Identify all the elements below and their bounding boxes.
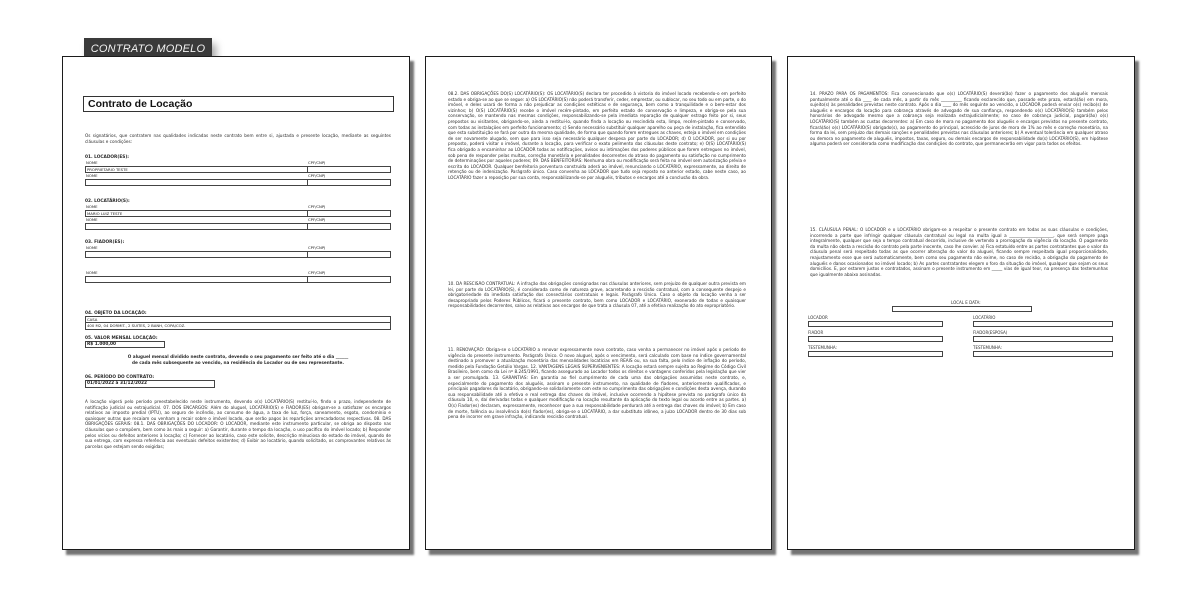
fiador-sig-label: FIADOR	[808, 330, 824, 335]
contract-page-1	[62, 56, 410, 550]
locatario-cpf-field-2[interactable]	[307, 223, 391, 230]
objeto-desc-field[interactable]: 400 M2, 04 DORMIT., 2 SUITES, 2 BANH, COPA/COZ.	[85, 323, 391, 330]
local-data-field[interactable]	[892, 306, 1032, 312]
page1-body-text: A locação vigerá pelo período preestabelecido neste instrumento, devendo o(s) LOCATÁRIO(S) restituí-lo, findo o prazo, independente de notificação judicial ou extrajudicial. 07. DOS ENCARGOS: Além do aluguel, LOCATÁRIO(S) e FIADOR(ES) obrigam-se a satisfazer os encargos relativos ao imposto predial (IPTU), ao seguro de incêndio, ao consumo de água, a taxa de luz, força, saneamento, esgoto, condomínio e quaisquer outras que recaiam ou venham a recair sobre o imóvel locado, que serão pagos às repartições arrecadadoras respectivas. 08. DAS OBRIGAÇÕES GERAIS: 08.1. DAS OBRIGAÇÕES DO LOCADOR: O LOCADOR, mediante este instrumento particular, se obriga ao disposto nas cláusulas que o compõem, bem como às mais a seguir: a) Garantir, durante o tempo da locação, o uso pacífico do imóvel locado; b) Responder pelos vícios ou defeitos anteriores à locação; c) Fornecer ao locatário, caso este solicite, descrição minuciosa do estado do imóvel, quando de sua entrega, com expressa referência aos eventuais defeitos existentes; d) Exibir ao locatário, quando solicitado, os comprovantes relativos às parcelas que estejam sendo exigidas;	[85, 399, 391, 449]
objeto-label: 04. OBJETO DA LOCAÇÃO:	[85, 311, 147, 316]
locador-cpf-field[interactable]	[307, 166, 391, 173]
valor-label: 05. VALOR MENSAL LOCAÇÃO:	[85, 336, 158, 341]
locatario-nome-label-2: NOME	[86, 217, 98, 222]
rescisao-text: 10. DA RESCISÃO CONTRATUAL: A infração das obrigações consignadas nas cláusulas anteriores, sem prejuízo de qualquer outra prevista em lei, por parte do LOCATÁRIO(S), é considerada como de natureza grave, acarretando a rescisão contratual, com a consequente despejo e obrigatoriedade da imediata satisfação dos consectários contratuais e legais. Parágrafo Único. Caso o objeto da locação venha a ser desapropriado pelos Poderes Públicos, ficará o presente contrato, bem como LOCADOR e LOCATÁRIO, exonerado de todas e quaisquer responsabilidades decorrentes, salvo as relativas aos encargos de que trata a cláusula 07, até a efetiva realização do ato expropriatório.	[448, 281, 746, 309]
fiador-spacer-2	[307, 258, 391, 270]
contract-banner: CONTRATO MODELO	[84, 38, 212, 60]
locador-nome-label: NOME	[86, 160, 98, 165]
locador-sig-label: LOCADOR	[808, 315, 828, 320]
fiador-esposa-sig-label: FIADOR(ESPOSA)	[973, 330, 1008, 335]
locatario-cpf-field[interactable]	[307, 210, 391, 217]
locador-label: 01. LOCADOR(ES):	[85, 155, 130, 160]
locatario-label: 02. LOCATÁRIO(S):	[85, 199, 130, 204]
locatario-cpf-label: CPF/CNPJ	[308, 204, 326, 209]
obrigacoes-locatario-text: 08.2. DAS OBRIGAÇÕES DO(S) LOCATÁRIO(S): OS LOCATÁRIO(S) declara ter procedido à vistoria do imóvel locado recebendo-o em perfeito estado e obriga-se ao que se segue: a) OS LOCATÁRIO(S) não poderá transferir, ceder, emprestar, ou sublocar, no seu todo ou em parte, o do imóvel, e deles usará de forma a não prejudicar as condições estéticas e de segurança, bem como a tranquilidade e o bem-estar dos vizinhos; b) O(S) LOCATÁRIO(S) recebe o imóvel recém-pintado, em perfeito estado de conservação e limpeza, e obriga-se pela sua conservação, se mantendo nas mesmas condições, responsabilizando-se pela imediata reparação de qualquer estrago feito por si, seus prepostos ou visitantes, obrigando-se, ainda a restituí-lo, quando finda a locação ou rescindida esta, limpo, recém-pintado e conservado, com todas as instalações em perfeito funcionamento; c) Sendo necessário substituir qualquer aparelho ou peça de instalação, fica entendido que esta substituição se fará por outra da mesma qualidade, de forma que quando forem entregues as chaves, esteja o imóvel em condições de ser novamente alugado, sem que para isso seja necessário qualquer despesa por parte do LOCADOR; d) O LOCADOR, por si ou por preposto, poderá visitar o imóvel, durante a locação, para verificar o exato pelimento das cláusulas deste contrato; e) O(S) LOCATÁRIO(S) fica obrigado a encaminhar ao LOCADOR todas as notificações, avisos ou intimações dos poderes públicos que forem entregues no imóvel, sob pena de responder pelas multas, correção monetária e penalidades decorrentes do atraso do pagamento ou satisfação no cumprimento de determinações por aqueles poderes; 09. DAS BENFEITORIAS: Nenhuma obra ou modificação será feita no imóvel sem autorização prévia e escrita do LOCADOR. Qualquer benfeitoria porventura construída aderá ao imóvel, renunciando o LOCATÁRIO, expressamente, ao direito de retenção ou de indenização. Parágrafo único. Caso convenha ao LOCADOR que tudo seja reposto no anterior estado, cabe neste caso, ao LOCATÁRIO fazer a reposição por sua conta, responsabilizando-se por aluguéis, tributos e encargos até a conclusão da obra.	[448, 91, 746, 180]
fiador-cpf-label: CPF/CNPJ	[308, 245, 326, 250]
locatario-nome-field-2[interactable]	[85, 223, 307, 230]
fiador-cpf-field[interactable]	[307, 251, 391, 258]
testemunha1-sig-label: TESTEMUNHA:	[808, 345, 837, 350]
fiador-sig-field[interactable]	[808, 336, 943, 342]
locador-nome-field[interactable]: PROPRIETARIO TESTE	[85, 166, 307, 173]
locador-section	[85, 155, 391, 186]
valor-section	[85, 336, 391, 348]
contract-page-2	[425, 56, 772, 550]
locatario-sig-label: LOCATÁRIO	[973, 315, 996, 320]
locador-nome-field-2[interactable]	[85, 179, 307, 186]
fiador-nome-label: NOME	[86, 245, 98, 250]
fiador-section	[85, 240, 391, 283]
objeto-tipo-field[interactable]: CASA	[85, 316, 391, 323]
testemunha2-sig-field[interactable]	[973, 351, 1113, 357]
intro-paragraph: Os signatários, que contratem nas qualidades indicadas neste contrato bem entre si, ajustada e presente locação, mediante as seguintes cláusulas e condições:	[85, 133, 391, 144]
fiador-spacer	[85, 258, 307, 270]
fiador-nome-field-2[interactable]	[85, 276, 307, 283]
periodo-field[interactable]: 01/01/2022 à 31/12/2022	[85, 380, 215, 388]
renovacao-garantias-text: 11. RENOVAÇÃO: Obriga-se o LOCATÁRIO a renovar expressamente novo contrato, caso venha a permanecer no imóvel após o período de vigência do presente instrumento. Parágrafo Único. O novo aluguel, após o vencimento, será calculado com base no índice governamental destinado a promover a atualização monetária das mensalidades locatícias em REAIS ou, na sua falta, pelo índice de inflação do período, medido pela Fundação Getúlio Vargas. 12. VANTAGENS LEGAIS SUPERVENIENTES: A locação estará sempre sujeita ao Regime do Código Civil Brasileiro, bem como da Lei nº 8.245/1991, ficando assegurado ao Locador todos os direitos e vantagens conferidos pela legislação que vier a ser promulgada. 13. GARANTIAS: Em garantia ao fiel cumprimento de cada uma das obrigações assumidas neste contrato, e, especialmente do pagamento dos aluguéis, assinam o presente instrumento, na qualidade de fiadores, anteriormente qualificados, e principais pagadores do locatário, obrigando-se solidariamente com este no cumprimento das obrigações e condições desta avença, durando sua responsabilidade até a efetiva e real entrega das chaves do imóvel, inclusive ocorrendo a hipótese prevista no parágrafo único da cláusula 10, e, daí derivadas todas e qualquer modificação na locação resultante da aplicação do texto legal ou acordo entre as partes. a) O(s) Fiador(es) declaram, expressamente, reconhecer que a sua responsabilidade perdurará até a entrega das chaves do imóvel; b) Em caso de morte, falência ou insolvência do(s) fiador(es), obriga-se o LOCATÁRIO, a dar substituto idôneo, a juízo LOCADOR dentro de 30 dias sob pena de incorrer em grave infração, indicando rescisão contratual.	[448, 347, 746, 420]
prazo-pagamentos-text: 14. PRAZO PARA OS PAGAMENTOS: Fica convencionado que o(s) LOCATÁRIO(S) deverá(ão) fazer o pagamento dos aluguéis mensais pontualmente até o dia ____ de cada mês, a partir do mês __________ ficando esclarecido que, passado este prazo, estará(ão) em mora, sujeito(s) às penalidades previstas neste contrato. Após o dia ____ do mês seguinte ao vencido, o LOCADOR poderá enviar o(s) recibo(s) de aluguéis e encargos da locação para cobrança através de advogado de sua confiança, respondendo o(s) LOCATÁRIO(S) também pelos honorários de advogado mesmo que a cobrança seja realizada extrajudicialmente; no caso de cobrança judicial, pagará(ão) o(s) LOCATÁRIO(S) também as custas decorrentes: a) Em caso de mora no pagamento dos aluguéis e encargos previstos no presente contrato, ficará(ão) o(s) LOCATÁRIO(S) obrigado(s), ao pagamento do principal, acrescido de juros de mora de 1% ao mês e correção monetária, na forma da lei, sem prejuízo das demais sanções e penalidades previstas nas cláusulas anteriores; b) A eventual tolerância em qualquer atraso ou demora no pagamento de aluguéis, impostos, taxas, seguro, ou demais encargos de responsabilidade do(s) LOCATÁRIO(S), em hipótese alguma poderá ser considerada como modificação das condições do contrato, que permanecerão em vigor para todos os efeitos.	[810, 91, 1108, 147]
aluguel-paragraph: O aluguel mensal dividido neste contrato, devendo o seu pagamento ser feito até o dia ______ de cada mês subsequente ao vencido, na residência do Locador ou de seu representante.	[127, 354, 349, 365]
locatario-sig-field[interactable]	[973, 321, 1113, 327]
locatario-nome-label: NOME	[86, 204, 98, 209]
locador-cpf-field-2[interactable]	[307, 179, 391, 186]
fiador-nome-field[interactable]	[85, 251, 307, 258]
contract-title: Contrato de Locação	[83, 96, 394, 112]
locatario-nome-field[interactable]: MARIO LUIZ TESTE	[85, 210, 307, 217]
testemunha2-sig-label: TESTEMUNHA:	[973, 345, 1002, 350]
fiador-cpf-label-2: CPF/CNPJ	[308, 270, 326, 275]
locador-cpf-label: CPF/CNPJ	[308, 160, 326, 165]
locador-cpf-label-2: CPF/CNPJ	[308, 173, 326, 178]
locador-nome-label-2: NOME	[86, 173, 98, 178]
fiador-cpf-field-2[interactable]	[307, 276, 391, 283]
periodo-section	[85, 375, 391, 388]
local-data-label: LOCAL E DATA:	[951, 300, 981, 305]
testemunha1-sig-field[interactable]	[808, 351, 943, 357]
contract-page-3	[787, 56, 1135, 550]
fiador-esposa-sig-field[interactable]	[973, 336, 1113, 342]
locatario-section	[85, 199, 391, 230]
fiador-nome-label-2: NOME	[86, 270, 98, 275]
objeto-section	[85, 311, 391, 330]
locador-sig-field[interactable]	[808, 321, 943, 327]
periodo-label: 06. PERÍODO DO CONTRATO:	[85, 375, 155, 380]
valor-field[interactable]: R$ 1.000,00	[85, 341, 165, 348]
clausula-penal-text: 15. CLÁUSULA PENAL: O LOCADOR e o LOCATÁRIO obrigam-se a respeitar o presente contrato em todas as suas cláusulas e condições, incorrendo a parte que infringir qualquer cláusula contratual ou legal na multa igual a _____________________, que será sempre paga integralmente, qualquer que seja o tempo contratual decorrido, inclusive de vertendo a prorrogação da vigência da locação. O pagamento da multa não obsta a rescisão do contrato pela parte inocente, caso lhe convier. a) Fica estatuído entre as partes contratantes que o valor da cláusula penal será respeitado todas as que ocorrer alteração do valor do aluguel, ficando sempre respeitada igual proporcionalidade, reajustamento esse que será automaticamente, bem como seu pagamento não exime, no caso de recisão, a obrigação do pagamento de aluguéis e danos ocasionados no imóvel locado; b) As partes contratantes elegem o foro da situação do imóvel, qualquer que sejam os seus domicílios. E, por estarem justos e contratados, assinam o presente instrumento em _____ vias de igual teor, na presença das testemunhas que igualmente abaixo assinadas.	[810, 227, 1108, 277]
fiador-label: 03. FIADOR(ES):	[85, 240, 125, 245]
locatario-cpf-label-2: CPF/CNPJ	[308, 217, 326, 222]
